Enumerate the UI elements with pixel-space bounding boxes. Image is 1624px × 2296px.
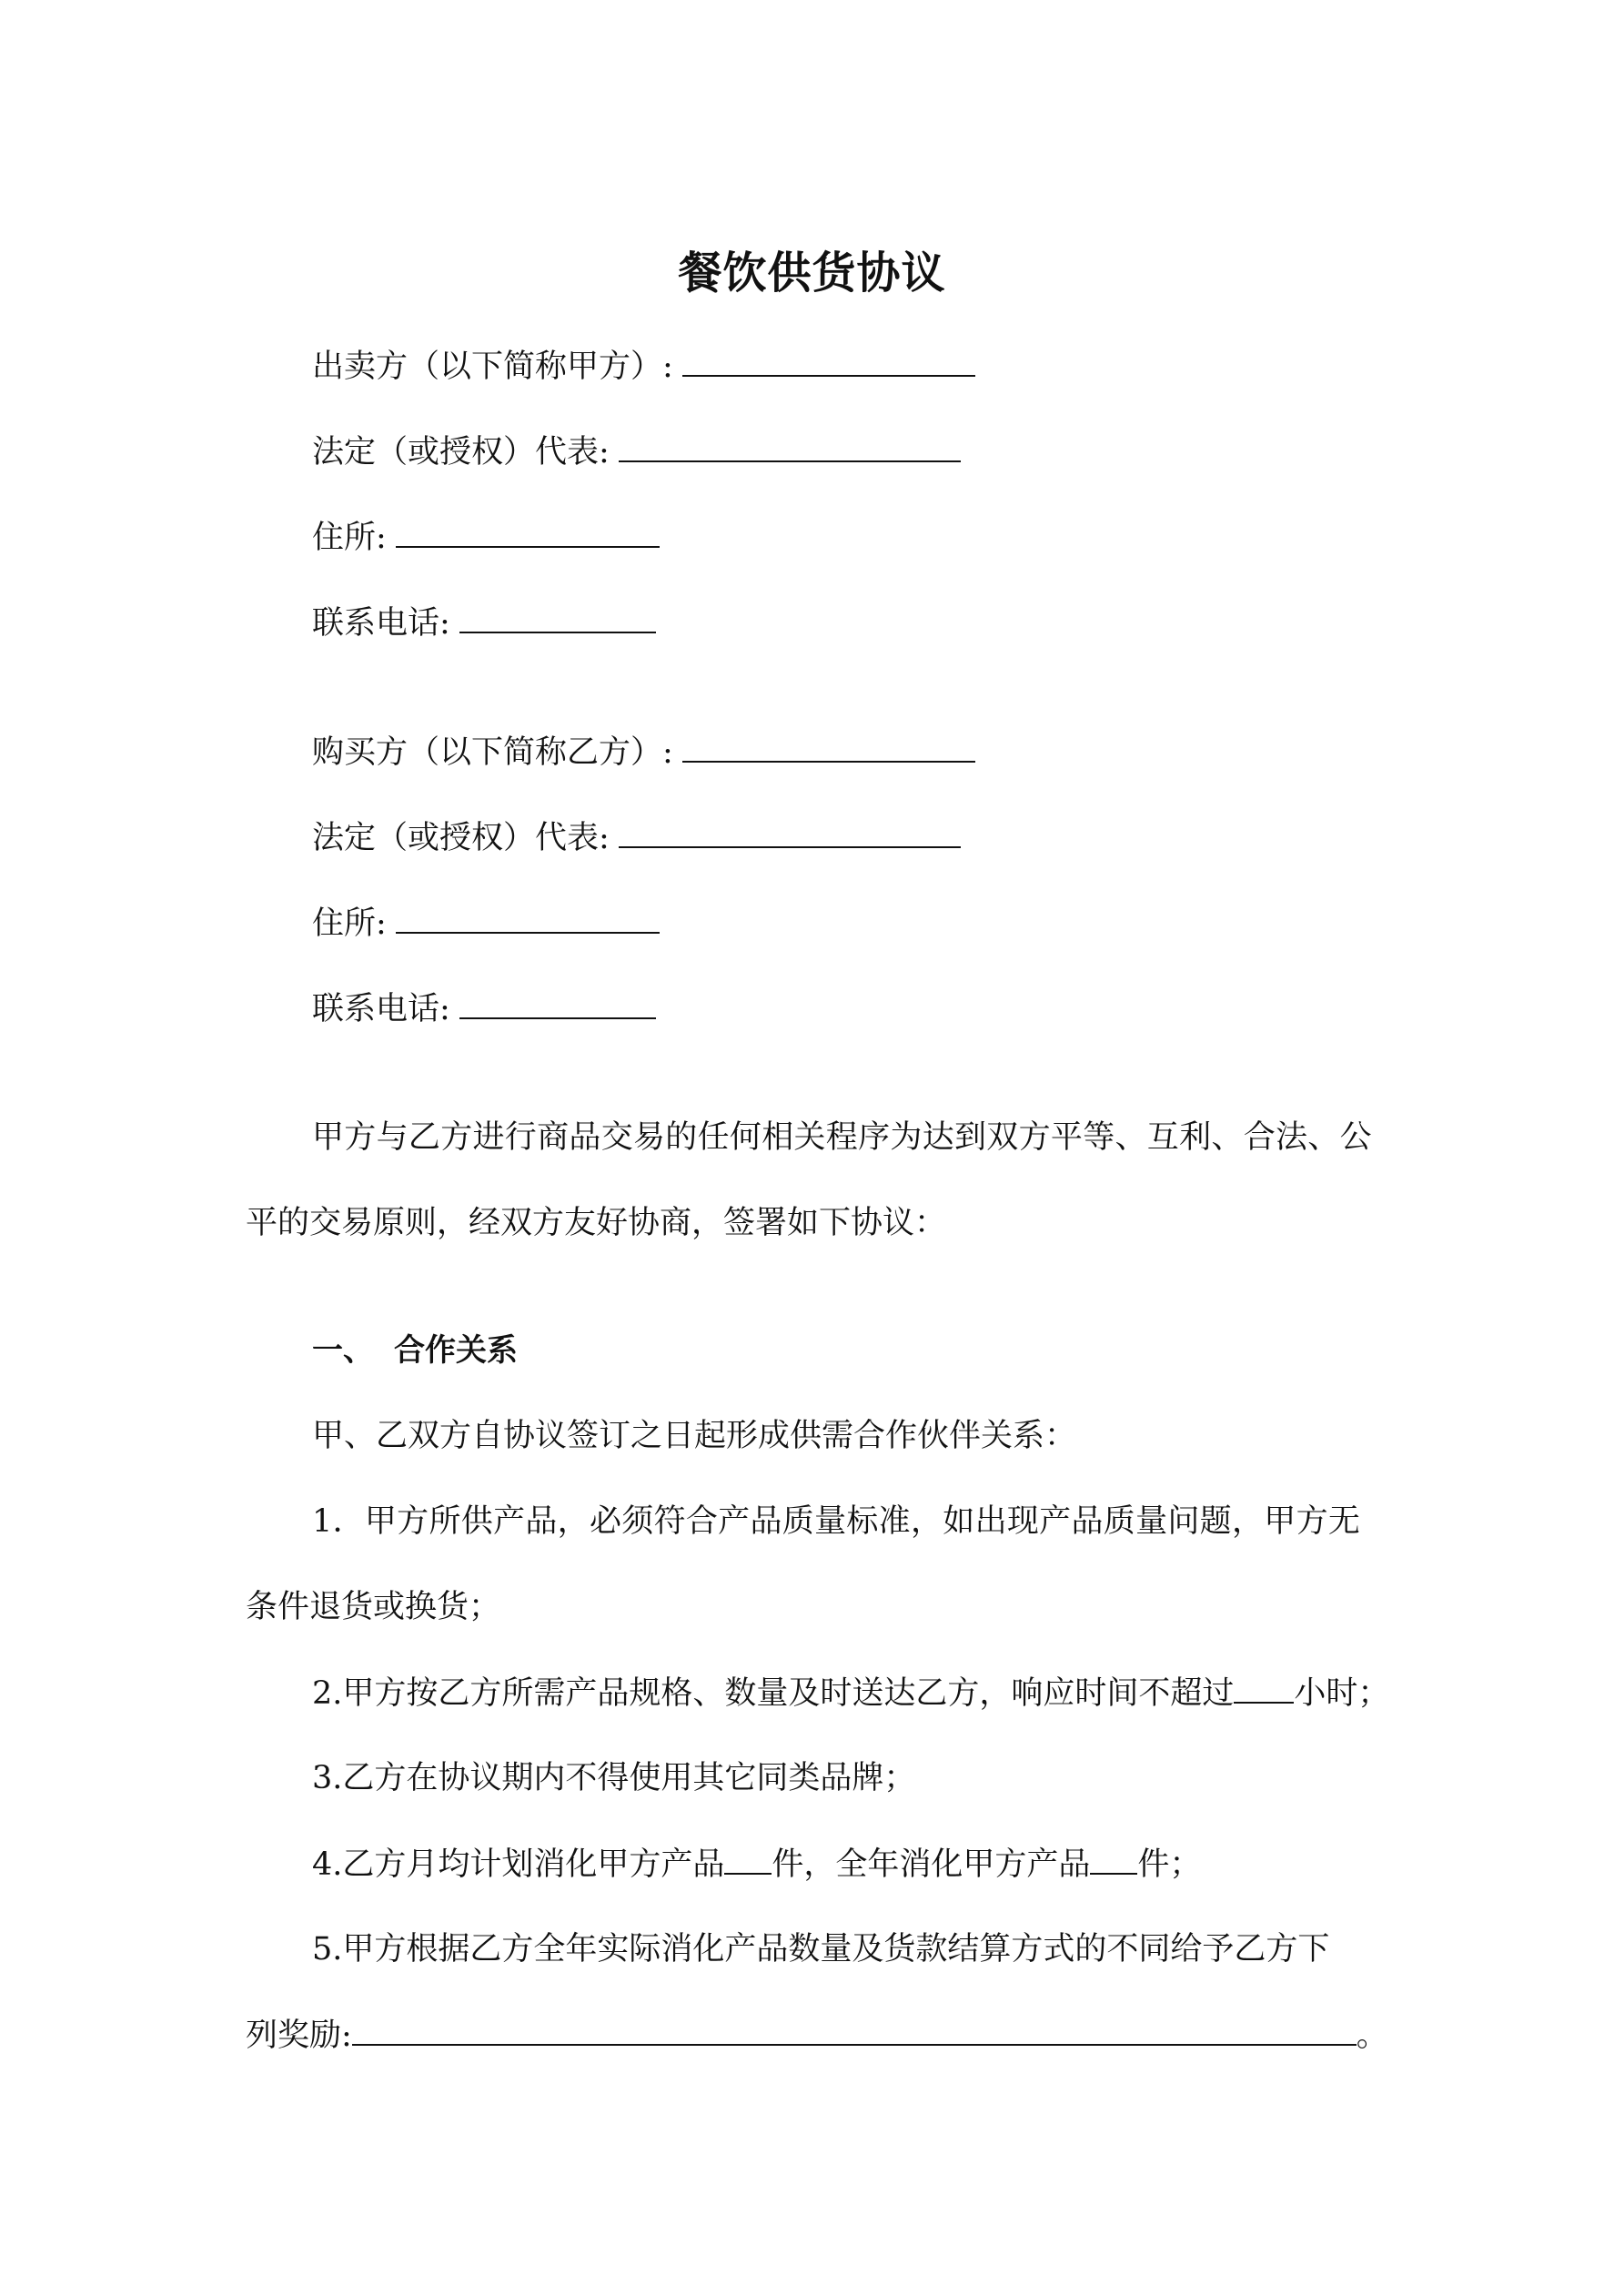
- buyer-phone-field: [312, 988, 656, 1029]
- section-1-intro: 甲、乙双方自协议签订之日起形成供需合作伙伴关系：: [312, 1418, 1077, 1454]
- buyer-blank[interactable]: [682, 732, 975, 763]
- seller-phone-blank[interactable]: [459, 602, 656, 633]
- document-title: 餐饮供货协议: [678, 248, 946, 298]
- item-5-label: 列奖励:: [246, 2018, 352, 2054]
- reward-blank[interactable]: [352, 2015, 1357, 2046]
- item-4-text-1: 4.乙方月均计划消化甲方产品: [312, 1846, 725, 1883]
- preamble-line-1: 甲方与乙方进行商品交易的任何相关程序为达到双方平等、互利、合法、公: [312, 1119, 1372, 1156]
- seller-field: [312, 346, 975, 387]
- item-4: [312, 1844, 1201, 1885]
- response-hours-blank[interactable]: [1234, 1673, 1294, 1704]
- seller-rep-field: [312, 431, 961, 472]
- buyer-address-field: [312, 903, 660, 944]
- monthly-quantity-blank[interactable]: [724, 1844, 772, 1875]
- buyer-address-blank[interactable]: [396, 903, 660, 934]
- buyer-address-label: 住所:: [312, 905, 387, 942]
- section-1-number: 一、: [312, 1332, 374, 1369]
- seller-address-field: [312, 517, 660, 558]
- item-5-line-1: 5.甲方根据乙方全年实际消化产品数量及货款结算方式的不同给予乙方下: [312, 1931, 1330, 1967]
- item-1-line-2: 条件退货或换货；: [246, 1589, 501, 1625]
- item-4-text-3: 件；: [1137, 1846, 1202, 1883]
- buyer-rep-label: 法定（或授权）代表:: [312, 820, 610, 856]
- item-1-line-1: 1．甲方所供产品，必须符合产品质量标准，如出现产品质量问题，甲方无: [312, 1503, 1361, 1540]
- buyer-phone-label: 联系电话:: [312, 991, 450, 1027]
- section-1-heading: [312, 1330, 518, 1371]
- item-5-end: 。: [1356, 2018, 1388, 2054]
- item-2-text: 2.甲方按乙方所需产品规格、数量及时送达乙方，响应时间不超过: [312, 1675, 1235, 1712]
- seller-address-label: 住所:: [312, 520, 387, 556]
- seller-phone-field: [312, 602, 656, 643]
- item-3: 3.乙方在协议期内不得使用其它同类品牌；: [312, 1760, 916, 1796]
- buyer-label: 购买方（以下简称乙方）:: [312, 734, 673, 771]
- seller-rep-label: 法定（或授权）代表:: [312, 434, 610, 470]
- buyer-rep-field: [312, 817, 961, 858]
- item-5-line-2: [246, 2015, 1388, 2056]
- seller-address-blank[interactable]: [396, 517, 660, 548]
- buyer-field: [312, 732, 975, 773]
- annual-quantity-blank[interactable]: [1090, 1844, 1137, 1875]
- section-1-title: 合作关系: [394, 1332, 518, 1369]
- seller-phone-label: 联系电话:: [312, 605, 450, 642]
- item-2: [312, 1673, 1389, 1714]
- item-4-text-2: 件，全年消化甲方产品: [772, 1846, 1091, 1883]
- buyer-phone-blank[interactable]: [459, 988, 656, 1019]
- preamble-line-2: 平的交易原则，经双方友好协商，签署如下协议：: [246, 1205, 947, 1241]
- buyer-rep-blank[interactable]: [619, 817, 961, 848]
- seller-label: 出卖方（以下简称甲方）:: [312, 349, 673, 385]
- seller-rep-blank[interactable]: [619, 431, 961, 462]
- item-2-unit: 小时；: [1294, 1675, 1390, 1712]
- seller-blank[interactable]: [682, 346, 975, 377]
